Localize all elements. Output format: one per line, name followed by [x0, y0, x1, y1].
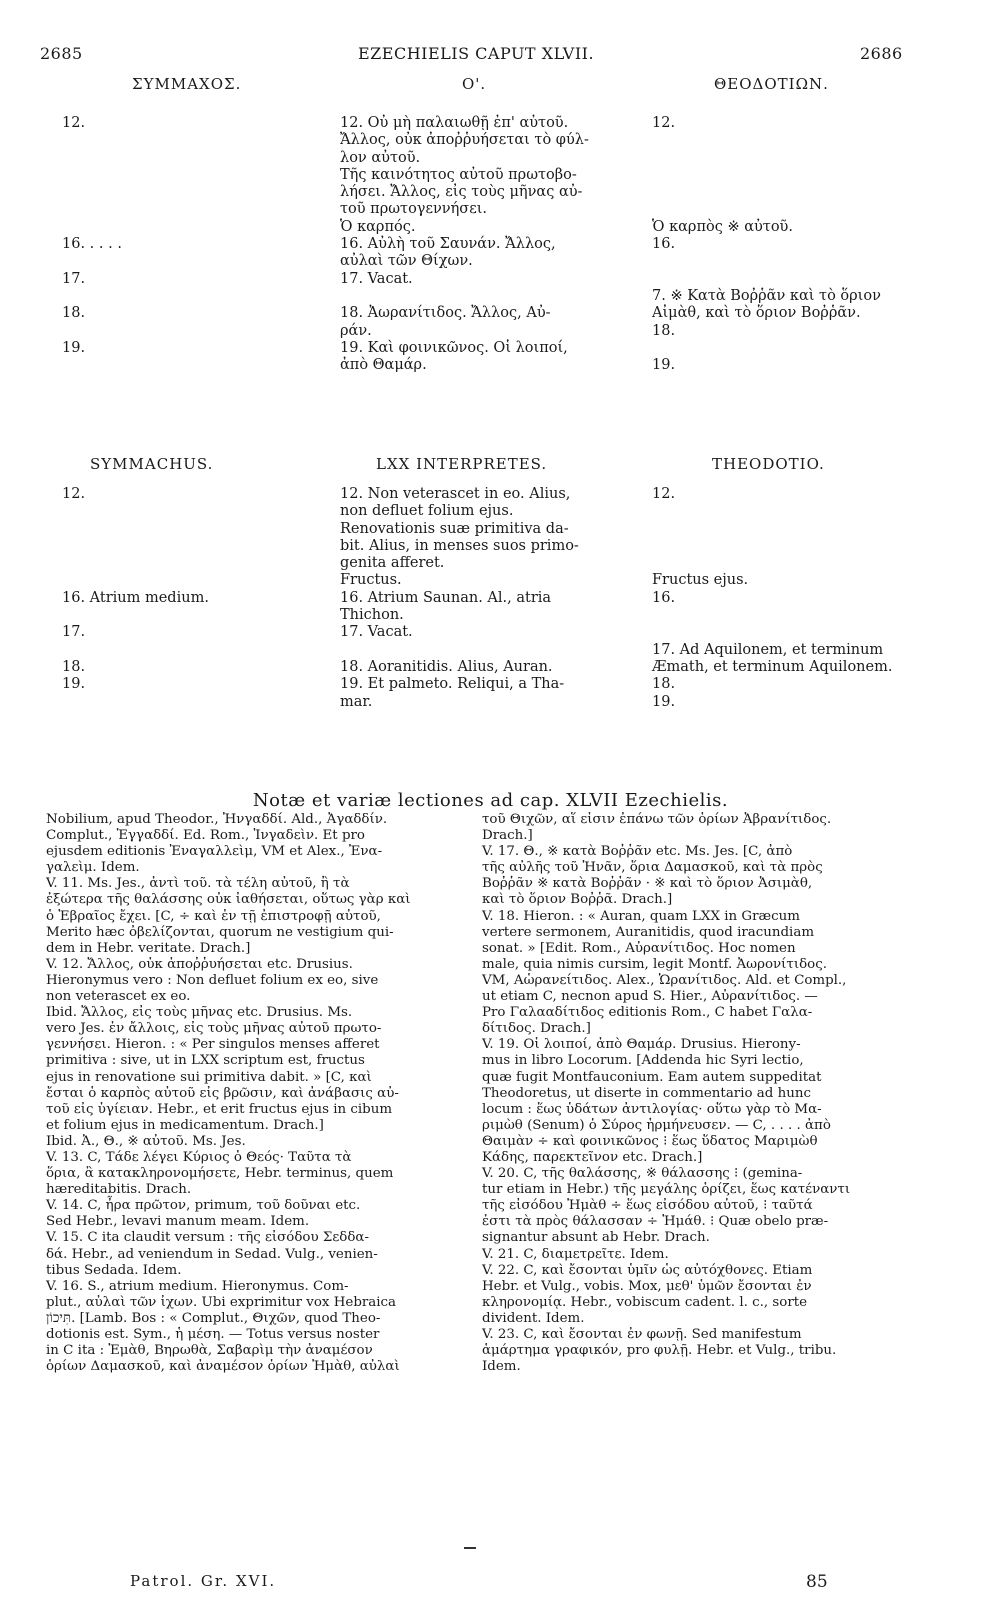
text-line: 16. . . . . [62, 236, 122, 253]
text-line: V. 23. C, καὶ ἔσονται ἐν φωνῇ. Sed manifestum [482, 1327, 802, 1342]
text-line: 18. Ἀωρανίτιδος. Ἄλλος, Αὐ- [340, 305, 551, 322]
text-line [652, 201, 972, 218]
column-number-left: 2685 [40, 44, 83, 63]
text-line [652, 607, 972, 624]
text-line: male, quia nimis cursim, legit Montf. Ἀωρονίτιδος. [482, 956, 827, 972]
text-line: ejus in renovatione sui primitiva dabit. » [C, καὶ [46, 1069, 372, 1085]
column-number-right: 2686 [860, 44, 903, 63]
latin-header-theodotion: THEODOTIO. [712, 455, 825, 473]
text-line: Αἰμὰθ, καὶ τὸ ὅριον Βοῤῥᾶν. [652, 305, 861, 322]
text-line [652, 521, 972, 538]
text-line: τοῦ Θιχῶν, αἵ εἰσιν ἐπάνω τῶν ὁρίων Ἀβρανίτιδος. [482, 812, 832, 827]
text-line: Hebr. et Vulg., vobis. Mox, μεθ' ὑμῶν ἔσονται ἐν [482, 1278, 812, 1294]
text-line: Theodoretus, ut diserte in commentario ad hunc [482, 1085, 811, 1101]
text-line: V. 14. C, ἦρα πρῶτον, primum, τοῦ δοῦναι etc. [46, 1198, 361, 1214]
text-line: ὅρια, ἃ κατακληρονομήσετε, Hebr. terminus, quem [46, 1166, 394, 1182]
text-line [652, 538, 972, 555]
footer-dash [464, 1547, 476, 1549]
text-line: Pro Γαλααδίτιδος editionis Rom., C habet Γαλα- [482, 1005, 813, 1021]
text-line: 12. Non veterascet in eo. Alius, [340, 486, 571, 502]
notes-left-column [46, 812, 466, 1375]
notes-title: Notæ et variæ lectiones ad cap. XLVII Ezechielis. [252, 790, 729, 811]
text-line: Renovationis suæ primitiva da- [340, 520, 569, 537]
text-line: 12. Οὐ μὴ παλαιωθῇ ἐπ' αὐτοῦ. [340, 115, 569, 131]
text-line: dotionis est. Sym., ἡ μέση. — Totus versus noster [46, 1327, 380, 1342]
text-line [652, 271, 972, 288]
text-line: 17. Vacat. [340, 624, 413, 641]
text-line [340, 642, 640, 659]
text-line: VM, Αὡρανείτιδος. Alex., Ὡρανίτιδος. Ald. et Compl., [482, 972, 847, 988]
text-line: divident. Idem. [482, 1310, 585, 1326]
text-line: 18. [62, 305, 86, 322]
text-line: τοῦ πρωτογεννήσει. [340, 201, 488, 218]
latin-lxx-column [340, 486, 640, 711]
text-line: 12. [62, 115, 86, 131]
text-line: plut., αὐλαὶ τῶν ἰχων. Ubi exprimitur vox Hebraica [46, 1294, 397, 1310]
footer-page-number: 85 [806, 1572, 828, 1592]
text-line: Sed Hebr., levavi manum meam. Idem. [46, 1214, 310, 1230]
text-line: ἐξώτερα τῆς θαλάσσης οὐκ ἰαθήσεται, οὕτως γὰρ καὶ [46, 892, 411, 908]
text-line: ut etiam C, necnon apud S. Hier., Αὐρανίτιδος. — [482, 989, 818, 1005]
text-line: primitiva : sive, ut in LXX scriptum est, fructus [46, 1053, 365, 1069]
text-line: V. 16. S., atrium medium. Hieronymus. Com- [46, 1278, 349, 1294]
text-line [62, 201, 292, 218]
text-line: dem in Hebr. veritate. Drach.] [46, 940, 251, 956]
text-line [652, 555, 972, 572]
text-line: signantur absunt ab Hebr. Drach. [482, 1230, 710, 1246]
text-line: V. 12. Ἄλλος, οὐκ ἀποῤῥυήσεται etc. Drusius. [46, 956, 353, 972]
text-line: Idem. [482, 1359, 521, 1375]
text-line: 19. Et palmeto. Reliqui, a Tha- [340, 676, 565, 693]
text-line: τῆς εἰσόδου Ἠμὰθ ÷ ἕως εἰσόδου αὐτοῦ, ⁝ ταῦτά [482, 1198, 813, 1214]
text-line: 12. [62, 486, 86, 502]
text-line: κληρονομίᾳ. Hebr., vobiscum cadent. l. c., sorte [482, 1294, 808, 1310]
text-line: V. 21. C, διαμετρεῖτε. Idem. [482, 1246, 669, 1262]
text-line: locum : ἕως ὑδάτων ἀντιλογίας· οὕτω γὰρ τὸ Μα- [482, 1101, 822, 1117]
running-title: EZECHIELIS CAPUT XLVII. [358, 44, 595, 63]
text-line [652, 132, 972, 149]
text-line: ράν. [340, 322, 372, 339]
text-line: 17. [62, 624, 86, 641]
text-line: 12. [652, 486, 676, 502]
text-line: V. 22. C, καὶ ἔσονται ὑμῖν ὡς αὐτόχθονες. Etiam [482, 1262, 813, 1278]
text-line: hæreditabitis. Drach. [46, 1182, 192, 1198]
latin-symmachus-column [62, 486, 292, 694]
text-line: γεννήσει. Hieron. : « Per singulos menses afferet [46, 1037, 380, 1053]
text-line: Ἄλλος, οὐκ ἀποῤῥυήσεται τὸ φύλ- [340, 132, 589, 149]
text-line: Nobilium, apud Theodor., Ἠνγαδδί. Ald., Ἀγαδδίν. [46, 812, 388, 827]
greek-header-septuagint: Ο'. [462, 75, 487, 93]
text-line: 16. [652, 589, 676, 606]
text-line: γαλεὶμ. Idem. [46, 860, 140, 876]
text-line: λήσει. Ἄλλος, εἰς τοὺς μῆνας αὐ- [340, 184, 583, 201]
text-line: 17. Ad Aquilonem, et terminum [652, 641, 884, 658]
text-line: 7. ※ Κατὰ Βοῤῥᾶν καὶ τὸ ὅριον [652, 287, 881, 304]
text-line: 16. [652, 236, 676, 253]
text-line: ἐστι τὰ πρὸς θάλασσαν ÷ Ἠμάθ. ⁝ Quæ obelo præ- [482, 1214, 829, 1230]
text-line [62, 323, 292, 340]
text-line: ἀπὸ Θαμάρ. [340, 357, 427, 374]
text-line: תִּיכוֹן. [Lamb. Bos : « Complut., Θιχῶν, quod Theo- [46, 1310, 381, 1326]
notes-right-column [482, 812, 902, 1375]
text-line: V. 20. C, τῆς θαλάσσης, ※ θάλασσης ⁝ (gemina- [482, 1166, 803, 1182]
text-line: V. 18. Hieron. : « Auran, quam LXX in Græcum [482, 908, 800, 924]
text-line: Fructus ejus. [652, 572, 749, 589]
text-line: quæ fugit Montfauconium. Eam autem suppeditat [482, 1069, 822, 1085]
text-line: δίτιδος. Drach.] [482, 1021, 591, 1037]
text-line [62, 132, 292, 149]
text-line: V. 17. Θ., ※ κατὰ Βοῤῥᾶν etc. Ms. Jes. [C, ἀπὸ [482, 844, 793, 860]
text-line: vertere sermonem, Auranitidis, quod iracundiam [482, 924, 815, 940]
text-line: Fructus. [340, 572, 402, 589]
text-line: Æmath, et terminum Aquilonem. [652, 658, 893, 675]
text-line: Thichon. [340, 607, 404, 624]
text-line [62, 167, 292, 184]
text-line: Βοῤῥᾶν ※ κατὰ Βοῤῥᾶν · ※ καὶ τὸ ὅριον Ἀσιμὰθ, [482, 876, 813, 892]
text-line: τῆς αὐλῆς τοῦ Ἠνᾶν, ὅρια Δαμασκοῦ, καὶ τὰ πρὸς [482, 860, 823, 876]
text-line [62, 555, 292, 572]
text-line [62, 572, 292, 589]
text-line: 18. Aoranitidis. Alius, Auran. [340, 658, 553, 675]
text-line: Ὁ καρπός. [340, 218, 416, 235]
text-line: V. 15. C ita claudit versum : τῆς εἰσόδου Σεδδα- [46, 1230, 369, 1246]
text-line [62, 538, 292, 555]
text-line: λον αὐτοῦ. [340, 149, 421, 166]
text-line [652, 340, 972, 357]
greek-header-theodotion: ΘΕΟΔΟΤΙΩΝ. [714, 75, 829, 93]
text-line: ejusdem editionis Ἐναγαλλεὶμ, VM et Alex., Ἐνα- [46, 844, 383, 860]
latin-theodotion-column [652, 486, 972, 711]
greek-symmachus-column [62, 115, 292, 357]
text-line: non veterascet ex eo. [46, 989, 191, 1005]
text-line: Merito hæc ὀβελίζονται, quorum ne vestigium qui- [46, 924, 394, 940]
text-line: ριμὼθ (Senum) ὁ Σύρος ἡρμήνευσεν. — C, . . . . ἀπὸ [482, 1117, 831, 1133]
text-line: genita afferet. [340, 555, 445, 572]
text-line [652, 150, 972, 167]
text-line: ἁμάρτημα γραφικόν, pro φυλῇ. Hebr. et Vulg., tribu. [482, 1343, 837, 1359]
text-line: 17. Vacat. [340, 270, 413, 287]
text-line: 16. Atrium Saunan. Al., atria [340, 589, 552, 606]
text-line: Complut., Ἐγγαδδί. Ed. Rom., Ἰνγαδεὶν. Et pro [46, 828, 365, 844]
text-line: 17. [62, 270, 86, 287]
text-line: vero Jes. ἐν ἄλλοις, εἰς τοὺς μῆνας αὐτοῦ πρωτο- [46, 1021, 382, 1037]
text-line: non defluet folium ejus. [340, 503, 514, 520]
text-line [62, 521, 292, 538]
text-line [340, 288, 640, 305]
text-line [652, 184, 972, 201]
text-line: Ibid. Ἄλλος, εἰς τοὺς μῆνας etc. Drusius. Ms. [46, 1005, 353, 1021]
text-line: 18. [652, 676, 676, 693]
text-line: Drach.] [482, 828, 533, 844]
text-line: V. 19. Οἱ λοιποί, ἀπὸ Θαμάρ. Drusius. Hierony- [482, 1037, 801, 1053]
text-line: ὁρίων Δαμασκοῦ, καὶ ἀναμέσον ὁρίων Ἠμὰθ, αὐλαὶ [46, 1359, 400, 1375]
text-line: καὶ τὸ ὅριον Βοῤῥᾶ. Drach.] [482, 892, 673, 908]
text-line: tur etiam in Hebr.) τῆς μεγάλης ὁρίζει, ἕως κατέναντι [482, 1182, 851, 1198]
text-line [62, 642, 292, 659]
text-line: V. 11. Ms. Jes., ἀντὶ τοῦ. τὰ τέλη αὐτοῦ, ἢ τὰ [46, 876, 350, 892]
text-line: bit. Alius, in menses suos primo- [340, 537, 579, 554]
greek-lxx-column [340, 115, 640, 374]
text-line: in C ita : Ἐμὰθ, Βηρωθὰ, Σαβαρὶμ τὴν ἀναμέσον [46, 1343, 373, 1359]
text-line: tibus Sedada. Idem. [46, 1262, 182, 1278]
text-line: 19. [62, 339, 86, 356]
text-line: 18. [62, 658, 86, 675]
text-line: Ὁ καρπὸς ※ αὐτοῦ. [652, 218, 793, 235]
text-line: αὐλαὶ τῶν Θίχων. [340, 253, 473, 270]
greek-theodotion-column [652, 115, 972, 374]
text-line [62, 503, 292, 520]
text-line: δά. Hebr., ad veniendum in Sedad. Vulg., venien- [46, 1246, 378, 1262]
text-line: Κάδης, παρεκτεῖνον etc. Drach.] [482, 1149, 703, 1165]
text-line [652, 253, 972, 270]
text-line [62, 253, 292, 270]
text-line: 19. Καὶ φοινικῶνος. Οἱ λοιποί, [340, 339, 568, 356]
text-line: ὁ Ἑβραῖος ἔχει. [C, ÷ καὶ ἐν τῇ ἐπιστροφῇ αὐτοῦ, [46, 908, 381, 924]
text-line: τοῦ εἰς ὑγίειαν. Hebr., et erit fructus ejus in cibum [46, 1101, 393, 1117]
text-line [62, 184, 292, 201]
latin-header-septuagint: LXX INTERPRETES. [376, 455, 548, 473]
text-line: Ibid. Ἀ., Θ., ※ αὐτοῦ. Ms. Jes. [46, 1133, 246, 1149]
latin-header-symmachus: SYMMACHUS. [90, 455, 214, 473]
text-line: 19. [62, 676, 86, 693]
text-line: 18. [652, 322, 676, 339]
text-line: Hieronymus vero : Non defluet folium ex eo, sive [46, 972, 379, 988]
text-line: et folium ejus in medicamentum. Drach.] [46, 1117, 324, 1133]
text-line [652, 167, 972, 184]
text-line: 16. Αὐλὴ τοῦ Σαυνάν. Ἄλλος, [340, 236, 556, 253]
text-line [62, 219, 292, 236]
text-line: Θαιμὰν ÷ καὶ φοινικῶνος ⁝ ἕως ὕδατος Μαριμὼθ [482, 1133, 818, 1149]
text-line: Τῆς καινότητος αὐτοῦ πρωτοβο- [340, 166, 577, 183]
text-line [62, 607, 292, 624]
footer-series: Patrol. Gr. XVI. [130, 1572, 277, 1590]
text-line: 16. Atrium medium. [62, 589, 209, 606]
text-line [652, 503, 972, 520]
text-line: V. 13. C, Τάδε λέγει Κύριος ὁ Θεός· Ταῦτα τὰ [46, 1149, 352, 1165]
text-line [652, 624, 972, 641]
text-line: 19. [652, 693, 676, 710]
text-line [62, 288, 292, 305]
text-line: sonat. » [Edit. Rom., Αὐρανίτιδος. Hoc nomen [482, 940, 796, 956]
text-line [62, 150, 292, 167]
text-line: mar. [340, 693, 373, 710]
text-line: mus in libro Locorum. [Addenda hic Syri lectio, [482, 1053, 804, 1069]
text-line: 19. [652, 357, 676, 374]
text-line: ἔσται ὁ καρπὸς αὐτοῦ εἰς βρῶσιν, καὶ ἀνάβασις αὐ- [46, 1085, 399, 1101]
text-line: 12. [652, 115, 676, 131]
greek-header-symmachus: ΣΥΜΜΑΧΟΣ. [132, 75, 242, 93]
